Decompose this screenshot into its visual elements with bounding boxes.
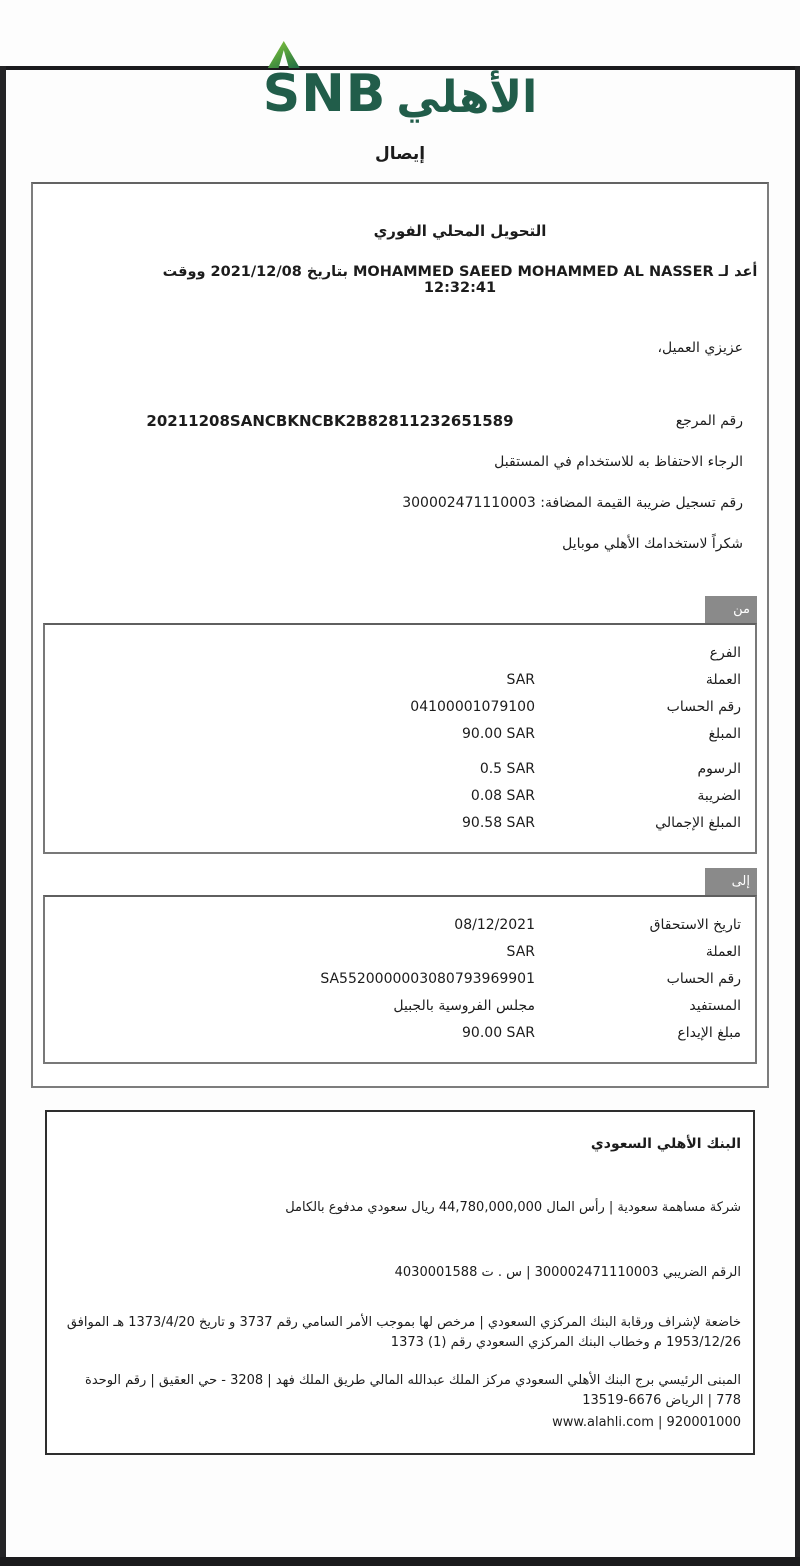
contact-line: www.alahli.com | 920001000	[552, 1415, 741, 1431]
from-row-account	[45, 693, 755, 720]
account-number-label: رقم الحساب	[666, 698, 741, 715]
from-tab-row	[33, 596, 767, 623]
bank-legal-footer-box	[45, 1110, 755, 1455]
to-currency-value: SAR	[506, 943, 535, 960]
branch-label: الفرع	[709, 644, 741, 661]
screenshot-frame-left	[0, 66, 6, 1566]
screenshot-frame-top	[0, 66, 800, 70]
reference-number-label: رقم المرجع	[675, 413, 743, 429]
from-details-box	[43, 623, 757, 854]
thanks-line: شكراً لاستخدامك الأهلي موبايل	[562, 535, 743, 552]
to-row-currency	[45, 938, 755, 965]
from-row-tax	[45, 782, 755, 809]
tax-cr-line: الرقم الضريبي 300002471110003 | س . ت 4030001588	[394, 1264, 741, 1280]
snb-logo-text: SNB	[262, 64, 387, 124]
currency-label: العملة	[705, 671, 741, 688]
due-date-value: 08/12/2021	[454, 916, 535, 933]
beneficiary-label: المستفيد	[689, 997, 741, 1014]
tax-value: 0.08 SAR	[470, 787, 535, 804]
receipt-page	[0, 66, 800, 1566]
reference-number-row	[33, 412, 767, 430]
customer-greeting: عزيزي العميل،	[657, 340, 743, 356]
total-amount-label: المبلغ الإجمالي	[655, 814, 741, 831]
currency-value: SAR	[506, 671, 535, 688]
to-account-number-value: SA5520000003080793969901	[320, 970, 535, 987]
tax-label: الضريبة	[697, 787, 741, 804]
to-details-box	[43, 895, 757, 1064]
bank-name: البنك الأهلي السعودي	[590, 1136, 741, 1153]
to-row-deposit-amount	[45, 1019, 755, 1046]
from-row-currency	[45, 666, 755, 693]
account-number-value: 04100001079100	[410, 698, 535, 715]
to-tab: إلى	[705, 868, 757, 895]
amount-label: المبلغ	[708, 725, 741, 742]
due-date-label: تاريخ الاستحقاق	[649, 916, 741, 933]
to-account-number-label: رقم الحساب	[666, 970, 741, 987]
snb-logo-wordmark	[262, 64, 387, 124]
from-row-fees	[45, 755, 755, 782]
to-row-account	[45, 965, 755, 992]
deposit-amount-value: 90.00 SAR	[462, 1024, 535, 1041]
receipt-label: إيصال	[374, 144, 426, 164]
alahli-logo-text: الأهلي	[396, 72, 538, 123]
fees-value: 0.5 SAR	[479, 760, 535, 777]
screenshot-frame-right	[795, 66, 800, 1566]
fees-label: الرسوم	[697, 760, 741, 777]
snb-logo	[0, 64, 800, 124]
to-row-due-date	[45, 911, 755, 938]
from-row-total	[45, 809, 755, 836]
reference-number-value: 20211208SANCBKNCBK2B82811232651589	[146, 412, 514, 430]
address-line: المبنى الرئيسي برج البنك الأهلي السعودي مركز الملك عبدالله المالي طريق الملك فهد | 3208 - حي العقيق | رقم الوحدة 778 | الرياض 6676-13519	[85, 1372, 741, 1409]
amount-value: 90.00 SAR	[462, 725, 535, 742]
to-row-beneficiary	[45, 992, 755, 1019]
from-row-branch	[45, 639, 755, 666]
screenshot-frame-bottom	[0, 1557, 800, 1566]
beneficiary-value: مجلس الفروسية بالجبيل	[393, 997, 535, 1014]
deposit-amount-label: مبلغ الإيداع	[677, 1024, 741, 1041]
from-row-amount	[45, 720, 755, 747]
to-tab-row	[33, 868, 767, 895]
total-amount-value: 90.58 SAR	[462, 814, 535, 831]
prepared-for-line: أعد لـ MOHAMMED SAEED MOHAMMED AL NASSER بتاريخ 2021/12/08 ووقت 12:32:41	[162, 264, 758, 296]
vat-registration-line: رقم تسجيل ضريبة القيمة المضافة: 300002471110003	[402, 494, 743, 511]
receipt-body-box	[31, 182, 769, 1088]
transfer-title: التحويل المحلي الفوري	[373, 222, 547, 240]
keep-reference-note: الرجاء الاحتفاظ به للاستخدام في المستقبل	[494, 454, 743, 470]
regulation-line: خاضعة لإشراف ورقابة البنك المركزي السعودي | مرخص لها بموجب الأمر السامي رقم 3737 و تاريخ 1373/4/20 هـ الموافق 1953/12/26 م وخطاب البنك المركزي السعودي رقم (1) 1373	[66, 1314, 741, 1350]
from-tab: من	[705, 596, 757, 623]
to-currency-label: العملة	[705, 943, 741, 960]
company-capital-line: شركة مساهمة سعودية | رأس المال 44,780,000,000 ريال سعودي مدفوع بالكامل	[285, 1200, 741, 1216]
